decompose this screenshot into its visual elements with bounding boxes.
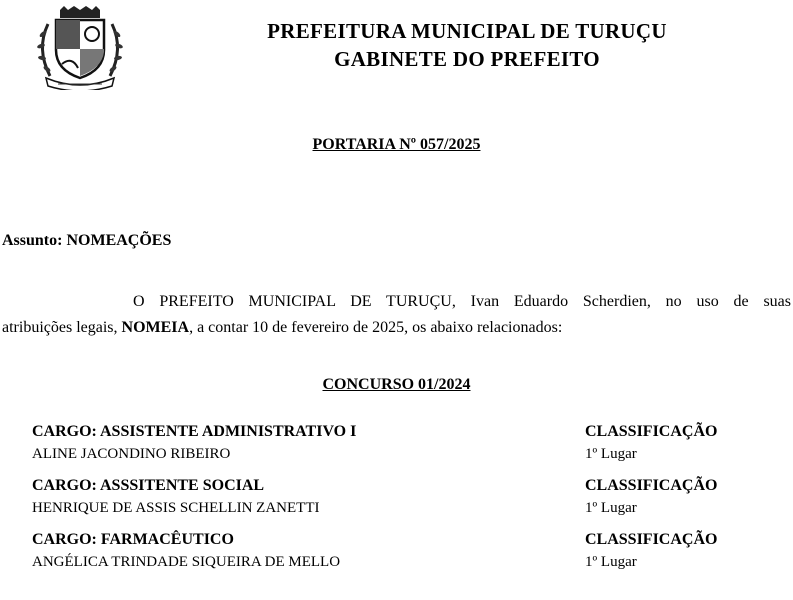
cargo-title: CARGO: ASSSITENTE SOCIAL xyxy=(32,477,265,494)
classification-label: CLASSIFICAÇÃO xyxy=(585,531,718,548)
appointee-name: HENRIQUE DE ASSIS SCHELLIN ZANETTI xyxy=(32,500,320,516)
subject-label: Assunto: xyxy=(2,232,63,249)
paragraph-line-2 xyxy=(2,319,562,336)
header-subtitle: GABINETE DO PREFEITO xyxy=(334,47,600,71)
body-paragraph xyxy=(2,289,791,341)
appointee-name: ALINE JACONDINO RIBEIRO xyxy=(32,446,231,462)
paragraph-text: , a contar 10 de fevereiro de 2025, os abaixo relacionados: xyxy=(189,319,563,336)
classification-label: CLASSIFICAÇÃO xyxy=(585,423,718,440)
portaria-number: PORTARIA Nº 057/2025 xyxy=(312,136,481,153)
classification-value: 1º Lugar xyxy=(585,500,637,516)
classification-value: 1º Lugar xyxy=(585,554,637,570)
appointee-name: ANGÉLICA TRINDADE SIQUEIRA DE MELLO xyxy=(32,554,341,570)
classification-value: 1º Lugar xyxy=(585,446,637,462)
nomeia-keyword: NOMEIA xyxy=(121,319,190,336)
municipal-coat-of-arms xyxy=(34,4,126,90)
classification-label: CLASSIFICAÇÃO xyxy=(585,477,718,494)
subject-value: NOMEAÇÕES xyxy=(66,232,172,249)
subject-line xyxy=(2,232,171,250)
concurso-title: CONCURSO 01/2024 xyxy=(322,376,471,393)
paragraph-text: atribuições legais, xyxy=(2,319,122,336)
cargo-title: CARGO: ASSISTENTE ADMINISTRATIVO I xyxy=(32,423,357,440)
header-title: PREFEITURA MUNICIPAL DE TURUÇU xyxy=(267,19,667,43)
cargo-title: CARGO: FARMACÊUTICO xyxy=(32,531,234,548)
paragraph-line-1: O PREFEITO MUNICIPAL DE TURUÇU, Ivan Eduardo Scherdien, no uso de suas xyxy=(133,293,791,310)
